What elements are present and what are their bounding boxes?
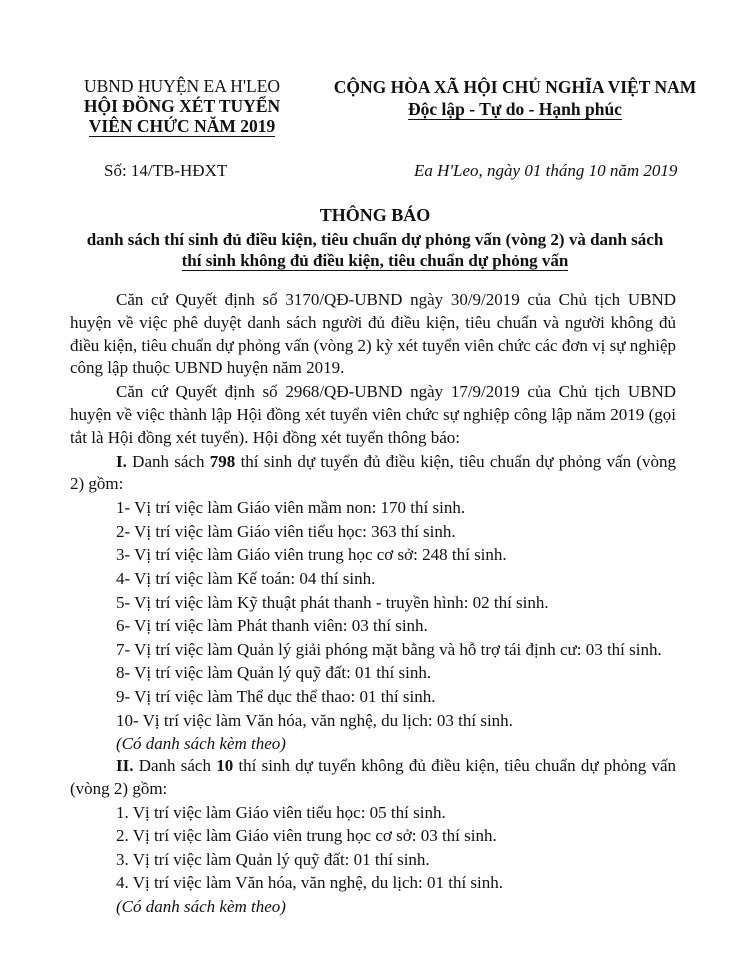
section-1-count: 798: [209, 451, 236, 471]
section-1-note: (Có danh sách kèm theo): [116, 734, 286, 754]
issuing-authority: [52, 76, 312, 137]
section-1-item: 8- Vị trí việc làm Quản lý quỹ đất: 01 thí sinh.: [116, 663, 432, 683]
section-2-text-before: Danh sách: [138, 756, 211, 776]
section-1-text-after: thí sinh dự tuyển đủ điều kiện, tiêu chuẩn dự phỏng vấn (vòng 2) gồm:: [70, 451, 677, 494]
section-1-item: 9- Vị trí việc làm Thể dục thể thao: 01 thí sinh.: [116, 686, 436, 706]
section-2-numeral: II.: [116, 756, 134, 776]
title-subtitle-1: danh sách thí sinh đủ điều kiện, tiêu chuẩn dự phỏng vấn (vòng 2) và danh sách: [86, 230, 664, 249]
place-date: Ea H'Leo, ngày 01 tháng 10 năm 2019: [414, 161, 678, 180]
section-1-item: 6- Vị trí việc làm Phát thanh viên: 03 thí sinh.: [116, 616, 428, 636]
national-title-line: CỘNG HÒA XÃ HỘI CHỦ NGHĨA VIỆT NAM: [333, 77, 697, 97]
section-1-numeral: I.: [116, 451, 127, 471]
section-2-item: 1. Vị trí việc làm Giáo viên tiểu học: 05 thí sinh.: [116, 802, 446, 822]
section-2-heading: [70, 755, 676, 801]
section-1-item: 1- Vị trí việc làm Giáo viên mầm non: 170 thí sinh.: [116, 498, 466, 518]
section-1-item: 7- Vị trí việc làm Quản lý giải phóng mặt bằng và hỗ trợ tái định cư: 03 thí sinh.: [116, 639, 662, 659]
section-1-heading: [70, 451, 676, 497]
title-subtitle-2: [40, 250, 710, 271]
paragraph-basis-1: Căn cứ Quyết định số 3170/QĐ-UBND ngày 30/9/2019 của Chủ tịch UBND huyện về việc phê duyệt danh sách người đủ điều kiện, tiêu chuẩn và người không đủ điều kiện, tiêu chuẩn dự phỏng vấn (vòng 2) kỳ xét tuyển viên chức các đơn vị sự nghiệp công lập thuộc UBND huyện năm 2019.: [70, 290, 676, 378]
section-2-item: 2. Vị trí việc làm Giáo viên trung học cơ sở: 03 thí sinh.: [116, 826, 497, 846]
section-1-item: 2- Vị trí việc làm Giáo viên tiểu học: 363 thí sinh.: [116, 521, 456, 541]
section-1-item: 4- Vị trí việc làm Kế toán: 04 thí sinh.: [116, 568, 376, 588]
title-main: THÔNG BÁO: [319, 205, 431, 225]
section-1-item: 3- Vị trí việc làm Giáo viên trung học cơ sở: 248 thí sinh.: [116, 545, 507, 565]
motto-text: Độc lập - Tự do - Hạnh phúc: [408, 99, 622, 119]
document-body: [70, 289, 676, 918]
paragraph-basis-2: Căn cứ Quyết định số 2968/QĐ-UBND ngày 17/9/2019 của Chủ tịch UBND huyện về việc thành lập Hội đồng xét tuyển viên chức sự nghiệp công lập năm 2019 (gọi tắt là Hội đồng xét tuyển). Hội đồng xét tuyển thông báo:: [70, 382, 676, 447]
section-2-note: (Có danh sách kèm theo): [116, 897, 286, 917]
section-2-count: 10: [216, 756, 234, 776]
reference-number: Số: 14/TB-HĐXT: [104, 161, 228, 180]
section-2-item: 4. Vị trí việc làm Văn hóa, văn nghệ, du lịch: 01 thí sinh.: [116, 873, 504, 893]
section-1-item: 10- Vị trí việc làm Văn hóa, văn nghệ, du lịch: 03 thí sinh.: [116, 710, 513, 730]
authority-line-1: UBND HUYỆN EA H'LEO: [83, 76, 281, 96]
authority-line-2: HỘI ĐỒNG XÉT TUYỂN: [83, 96, 281, 116]
authority-line-3: [52, 116, 312, 137]
section-1-item: 5- Vị trí việc làm Kỹ thuật phát thanh - truyền hình: 02 thí sinh.: [116, 592, 549, 612]
national-title: [300, 76, 730, 120]
section-1-text-before: Danh sách: [132, 451, 205, 471]
motto-line: [300, 98, 730, 120]
document-title: [40, 205, 710, 271]
authority-line-3-text: VIÊN CHỨC NĂM 2019: [88, 116, 276, 136]
section-2-text-after: thí sinh dự tuyển không đủ điều kiện, tiêu chuẩn dự phỏng vấn (vòng 2) gồm:: [70, 756, 677, 798]
title-subtitle-2-text: thí sinh không đủ điều kiện, tiêu chuẩn dự phỏng vấn: [181, 251, 569, 270]
section-2-item: 3. Vị trí việc làm Quản lý quỹ đất: 01 thí sinh.: [116, 849, 430, 869]
